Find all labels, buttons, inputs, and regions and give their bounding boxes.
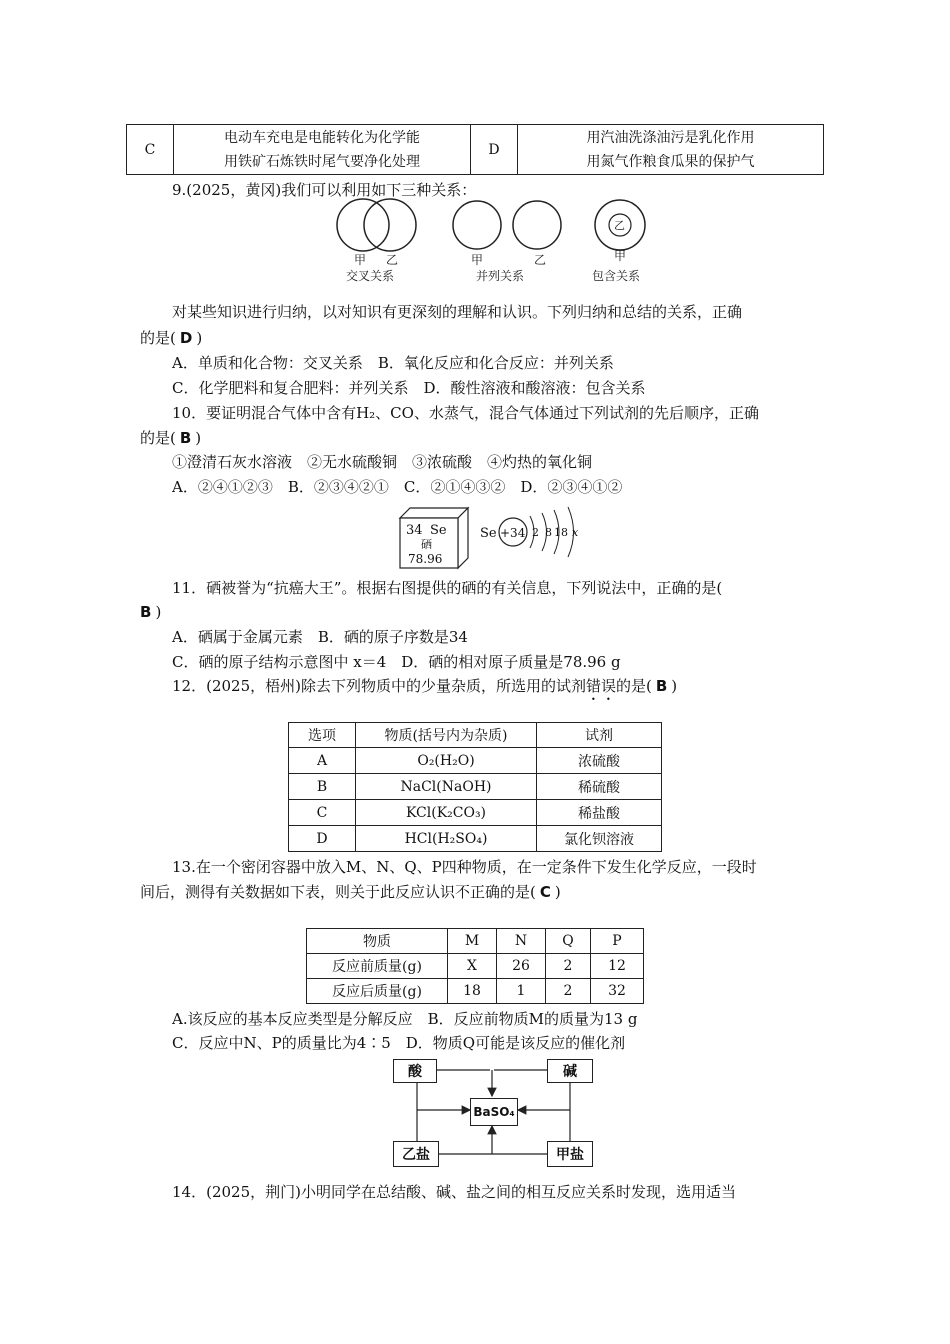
- q12-header-substance: 物质(括号内为杂质): [356, 723, 537, 748]
- q13-cell: 12: [591, 954, 644, 979]
- parallel-circle-yi: [513, 201, 561, 249]
- shell-electrons-3: 18: [554, 526, 568, 539]
- parallel-circle-jia: [453, 201, 501, 249]
- q12-text-suffix: ): [671, 677, 678, 695]
- q12-cell: B: [289, 774, 356, 800]
- shell-electrons-2: 8: [545, 526, 552, 539]
- q13-option-line1: A.该反应的基本反应类型是分解反应 B．反应前物质M的质量为13 g: [172, 1010, 638, 1028]
- table-row: [289, 826, 662, 852]
- shell-electrons-4: x: [572, 526, 579, 539]
- q13-text2: [140, 882, 561, 902]
- cross-relation-label: 交叉关系: [346, 269, 395, 283]
- q12-answer: B: [655, 677, 668, 695]
- q11-option-line2: C．硒的原子结构示意图中 x＝4 D．硒的相对原子质量是78.96 g: [172, 653, 621, 671]
- q13-cell: 26: [497, 954, 546, 979]
- cell-atomic-number: 34: [406, 523, 423, 538]
- option-d-label: D: [471, 125, 518, 175]
- q13-table: [306, 928, 644, 1004]
- q12-header-option: 选项: [289, 723, 356, 748]
- q10-text1: 10．要证明混合气体中含有H₂、CO、水蒸气，混合气体通过下列试剂的先后顺序，正确: [172, 404, 759, 422]
- cross-jia-label: 甲: [354, 253, 367, 267]
- contain-relation-label: 包含关系: [592, 269, 641, 283]
- q12-cell: 浓硫酸: [537, 748, 662, 774]
- table-row: [307, 979, 644, 1004]
- q13-cell: 2: [546, 979, 591, 1004]
- q14-text1: 14．(2025，荆门)小明同学在总结酸、碱、盐之间的相互反应关系时发现，选用适当: [172, 1183, 736, 1201]
- q13-text2-prefix: 间后，测得有关数据如下表，则关于此反应认识不正确的是(: [140, 883, 536, 901]
- box-salt-jia: 甲盐: [547, 1141, 593, 1167]
- cross-yi-label: 乙: [386, 253, 399, 267]
- q13-cell: 32: [591, 979, 644, 1004]
- box-base: 碱: [547, 1059, 593, 1083]
- q13-header: P: [591, 929, 644, 954]
- q13-cell: 反应后质量(g): [307, 979, 448, 1004]
- q11-option-line1: A．硒属于金属元素 B．硒的原子序数是34: [172, 628, 468, 646]
- q9-text1: 对某些知识进行归纳，以对知识有更深刻的理解和认识。下列归纳和总结的关系，正确: [172, 303, 743, 321]
- q13-header: Q: [546, 929, 591, 954]
- q11-text2: [140, 602, 161, 622]
- shell-electrons-1: 2: [532, 526, 539, 539]
- nucleus-charge: +34: [500, 526, 526, 540]
- table-row: [289, 748, 662, 774]
- parallel-relation-label: 并列关系: [476, 269, 525, 283]
- q9-text2-prefix: 的是(: [140, 329, 176, 347]
- q12-cell: 稀盐酸: [537, 800, 662, 826]
- q13-cell: 1: [497, 979, 546, 1004]
- cell-symbol: Se: [430, 523, 447, 538]
- table-row: [307, 954, 644, 979]
- cross-circle-yi: [364, 199, 416, 251]
- q9-answer: D: [179, 329, 193, 347]
- option-c-line1: 电动车充电是电能转化为化学能: [224, 129, 420, 146]
- parallel-jia-label: 甲: [471, 253, 484, 267]
- q11-answer: B: [140, 603, 152, 621]
- q13-header: 物质: [307, 929, 448, 954]
- q10-text2-prefix: 的是(: [140, 429, 176, 447]
- q12-cell: KCl(K₂CO₃): [356, 800, 537, 826]
- option-d-line1: 用汽油洗涤油污是乳化作用: [586, 129, 755, 146]
- option-c-label: C: [127, 125, 174, 175]
- q13-text1: 13.在一个密闭容器中放入M、N、Q、P四种物质，在一定条件下发生化学反应，一段时: [172, 858, 757, 876]
- q13-text2-suffix: ): [554, 883, 561, 901]
- q12-cell: A: [289, 748, 356, 774]
- q12-cell: O₂(H₂O): [356, 748, 537, 774]
- q12-table: [288, 722, 662, 852]
- contain-jia-label: 甲: [614, 249, 627, 263]
- q13-header: M: [448, 929, 497, 954]
- box-acid: 酸: [393, 1059, 437, 1083]
- q12-cell: 氯化钡溶液: [537, 826, 662, 852]
- table-row: [289, 774, 662, 800]
- cell-mass: 78.96: [408, 552, 443, 566]
- q10-reagents: ①澄清石灰水溶液 ②无水硫酸铜 ③浓硫酸 ④灼热的氧化铜: [172, 453, 593, 471]
- q10-options: A．②④①②③ B．②③④②① C．②①④③② D．②③④①②: [172, 478, 623, 496]
- option-c-content: [174, 125, 471, 175]
- box-center-baso4: BaSO₄: [470, 1098, 518, 1126]
- cell-name: 硒: [421, 538, 432, 551]
- relation-diagram: [330, 196, 660, 288]
- q9-stem: 9.(2025，黄冈)我们可以利用如下三种关系：: [172, 181, 477, 199]
- q13-cell: X: [448, 954, 497, 979]
- contain-yi-label: 乙: [614, 219, 625, 232]
- q12-cell: NaCl(NaOH): [356, 774, 537, 800]
- table-row: [289, 800, 662, 826]
- q13-cell: 反应前质量(g): [307, 954, 448, 979]
- selenium-figure: [396, 504, 596, 570]
- parallel-yi-label: 乙: [534, 253, 547, 267]
- q12-header-reagent: 试剂: [537, 723, 662, 748]
- q12-cell: D: [289, 826, 356, 852]
- q12-stem: [172, 676, 677, 704]
- q9-text2-suffix: ): [196, 329, 203, 347]
- q12-cell: C: [289, 800, 356, 826]
- q12-text-mid: 的是(: [615, 677, 652, 695]
- box-salt-yi: 乙盐: [393, 1141, 439, 1167]
- q12-cell: HCl(H₂SO₄): [356, 826, 537, 852]
- q9-text2: [140, 328, 202, 348]
- cross-circle-jia: [337, 199, 389, 251]
- option-c-line2: 用铁矿石炼铁时尾气要净化处理: [224, 153, 420, 170]
- atom-symbol: Se: [480, 526, 497, 541]
- q13-cell: 18: [448, 979, 497, 1004]
- q12-emphasis: 错误: [585, 677, 616, 695]
- q13-answer: C: [539, 883, 551, 901]
- option-d-content: [518, 125, 824, 175]
- q9-option-line2: C．化学肥料和复合肥料：并列关系 D．酸性溶液和酸溶液：包含关系: [172, 379, 646, 397]
- q11-text2-suffix: ): [155, 603, 162, 621]
- top-table: [126, 124, 824, 175]
- q10-answer: B: [179, 429, 192, 447]
- option-d-line2: 用氮气作粮食瓜果的保护气: [586, 153, 755, 170]
- q10-text2-suffix: ): [195, 429, 202, 447]
- q12-text-prefix: 12．(2025，梧州)除去下列物质中的少量杂质，所选用的试剂: [172, 677, 586, 695]
- q11-text1: 11．硒被誉为“抗癌大王”。根据右图提供的硒的有关信息，下列说法中，正确的是(: [172, 579, 723, 597]
- q10-text2: [140, 428, 201, 448]
- q12-cell: 稀硫酸: [537, 774, 662, 800]
- q13-cell: 2: [546, 954, 591, 979]
- q13-option-line2: C．反应中N、P的质量比为4∶5 D．物质Q可能是该反应的催化剂: [172, 1034, 626, 1052]
- q13-header: N: [497, 929, 546, 954]
- q9-option-line1: A．单质和化合物：交叉关系 B．氧化反应和化合反应：并列关系: [172, 354, 614, 372]
